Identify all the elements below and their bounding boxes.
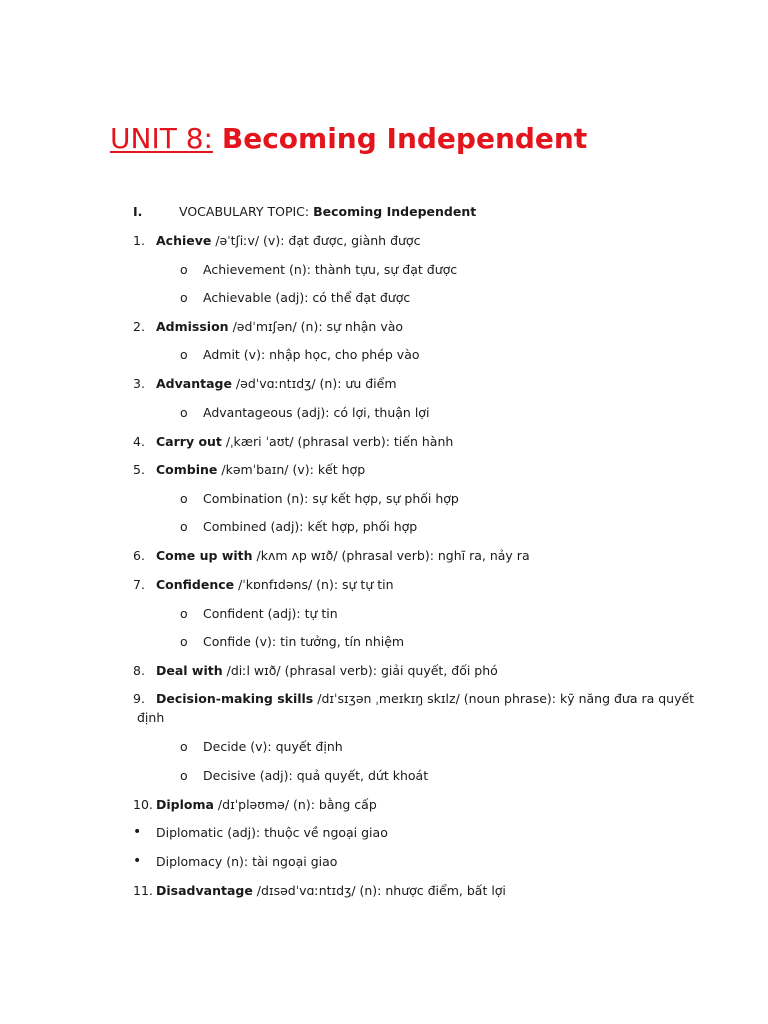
vocab-word: Diploma	[156, 797, 214, 812]
vocab-word: Deal with	[156, 663, 223, 678]
sub-marker: o	[180, 491, 188, 506]
sub-item-text: Decisive (adj): quả quyết, dứt khoát	[203, 768, 429, 783]
item-number: 4.	[133, 434, 145, 449]
vocab-word: Admission	[156, 319, 229, 334]
vocab-definition: /ˈkɒnfɪdəns/ (n): sự tự tin	[234, 577, 394, 592]
sub-marker: o	[180, 405, 188, 420]
vocab-definition: /ədˈmɪʃən/ (n): sự nhận vào	[228, 319, 404, 334]
item-number: 8.	[133, 663, 145, 678]
vocab-definition: /kəmˈbaɪn/ (v): kết hợp	[217, 462, 366, 477]
item-number: 9.	[133, 691, 145, 706]
sub-item-text: Confident (adj): tự tin	[203, 606, 338, 621]
vocab-definition: /dɪˈpləʊmə/ (n): bằng cấp	[213, 797, 377, 812]
item-number: 10.	[133, 797, 153, 812]
sub-marker: o	[180, 634, 188, 649]
vocab-word: Decision-making skills	[156, 691, 314, 706]
item-number: 11.	[133, 883, 153, 898]
unit-label: UNIT 8:	[110, 122, 213, 155]
vocab-word: Carry out	[156, 434, 222, 449]
bullet-marker: •	[133, 853, 142, 869]
item-number: 3.	[133, 376, 145, 391]
section-topic: Becoming Independent	[313, 204, 477, 219]
page-title	[110, 122, 587, 155]
vocab-definition: /ədˈvɑːntɪdʒ/ (n): ưu điểm	[231, 376, 397, 391]
vocab-word: Achieve	[156, 233, 212, 248]
item-number: 2.	[133, 319, 145, 334]
vocab-definition: /dɪˈsɪʒən ˌmeɪkɪŋ skɪlz/ (noun phrase): kỹ năng đưa ra quyết	[313, 691, 695, 706]
section-numeral: I.	[133, 204, 143, 219]
bullet-item-text: Diplomatic (adj): thuộc về ngoại giao	[156, 825, 388, 840]
vocab-word: Confidence	[156, 577, 235, 592]
sub-item-text: Combination (n): sự kết hợp, sự phối hợp	[203, 491, 459, 506]
sub-marker: o	[180, 290, 188, 305]
vocab-definition: /əˈtʃiːv/ (v): đạt được, giành được	[211, 233, 421, 248]
sub-item-text: Achievable (adj): có thể đạt được	[203, 290, 411, 305]
sub-item-text: Achievement (n): thành tựu, sự đạt được	[203, 262, 458, 277]
sub-marker: o	[180, 347, 188, 362]
vocab-definition: /ˌkæri ˈaʊt/ (phrasal verb): tiến hành	[221, 434, 454, 449]
unit-topic: Becoming Independent	[221, 122, 588, 155]
item-number: 7.	[133, 577, 145, 592]
vocab-word: Disadvantage	[156, 883, 253, 898]
vocab-definition: /kʌm ʌp wɪð/ (phrasal verb): nghĩ ra, nảy ra	[252, 548, 530, 563]
item-number: 6.	[133, 548, 145, 563]
vocab-word: Combine	[156, 462, 218, 477]
vocab-definition: /dɪsədˈvɑːntɪdʒ/ (n): nhược điểm, bất lợi	[252, 883, 506, 898]
sub-item-text: Decide (v): quyết định	[203, 739, 343, 754]
sub-marker: o	[180, 739, 188, 754]
sub-marker: o	[180, 262, 188, 277]
sub-marker: o	[180, 519, 188, 534]
section-label: VOCABULARY TOPIC:	[179, 204, 314, 219]
sub-item-text: Admit (v): nhập học, cho phép vào	[203, 347, 420, 362]
vocab-word: Advantage	[156, 376, 232, 391]
vocab-definition: /diːl wɪð/ (phrasal verb): giải quyết, đối phó	[222, 663, 498, 678]
bullet-item-text: Diplomacy (n): tài ngoại giao	[156, 854, 338, 869]
sub-item-text: Confide (v): tin tưởng, tín nhiệm	[203, 634, 405, 649]
vocab-definition-continued: định	[137, 710, 165, 725]
item-number: 1.	[133, 233, 145, 248]
bullet-marker: •	[133, 824, 142, 840]
sub-marker: o	[180, 606, 188, 621]
sub-item-text: Advantageous (adj): có lợi, thuận lợi	[203, 405, 430, 420]
sub-item-text: Combined (adj): kết hợp, phối hợp	[203, 519, 418, 534]
vocab-word: Come up with	[156, 548, 253, 563]
item-number: 5.	[133, 462, 145, 477]
sub-marker: o	[180, 768, 188, 783]
